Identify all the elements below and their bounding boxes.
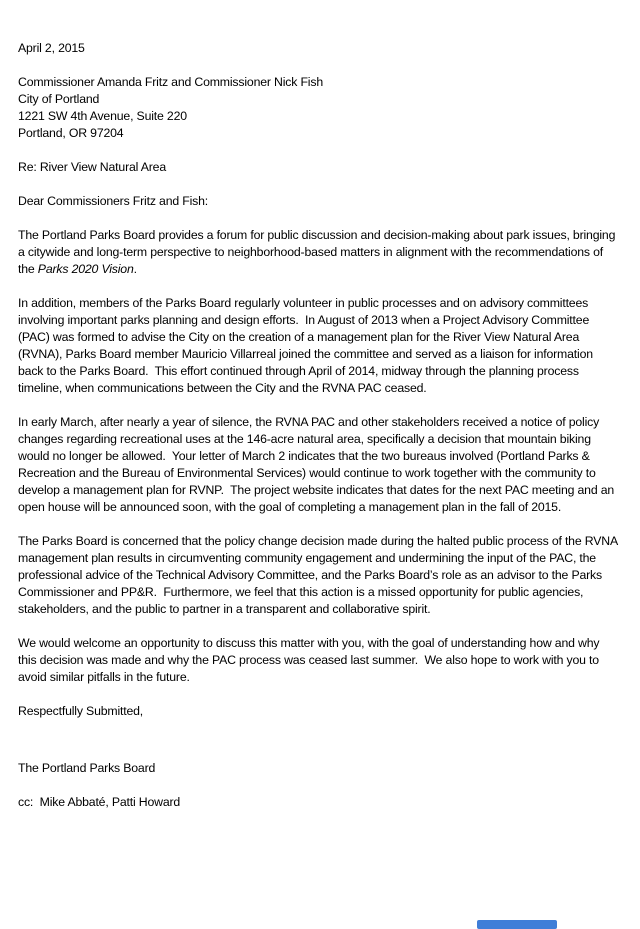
recipient-line-3: 1221 SW 4th Avenue, Suite 220 <box>18 109 187 123</box>
recipient-line-1: Commissioner Amanda Fritz and Commissioner Nick Fish <box>18 75 323 89</box>
recipient-address <box>18 74 619 142</box>
paragraph-5: We would welcome an opportunity to discuss this matter with you, with the goal of understanding how and why this decision was made and why the PAC process was ceased last summer. We also hope to work with you to avoid similar pitfalls in the future. <box>18 636 603 684</box>
signature: The Portland Parks Board <box>18 761 156 775</box>
subject-line: Re: River View Natural Area <box>18 160 167 174</box>
closing: Respectfully Submitted, <box>18 704 144 718</box>
parks-2020-vision-title: Parks 2020 Vision <box>37 262 134 276</box>
salutation: Dear Commissioners Fritz and Fish: <box>18 194 208 208</box>
paragraph-4: The Parks Board is concerned that the policy change decision made during the halted public process of the RVNA management plan results in circumventing community engagement and undermining the input of the PAC, the professional advice of the Technical Advisory Committee, and the Parks Board’s role as an advisor to the Parks Commissioner and PP&R. Furthermore, we feel that this action is a missed opportunity for public agencies, stakeholders, and the public to partner in a transparent and collaborative spirit. <box>18 534 621 616</box>
paragraph-1 <box>18 227 619 278</box>
paragraph-2: In addition, members of the Parks Board regularly volunteer in public processes and on advisory committees involving important parks planning and design efforts. In August of 2013 when a Project Advisory Committee (PAC) was formed to advise the City on the creation of a management plan for the River View Natural Area (RVNA), Parks Board member Mauricio Villarreal joined the committee and served as a liaison for information back to the Parks Board. This effort continued through April of 2014, midway through the planning process timeline, when communications between the City and the RVNA PAC ceased. <box>18 296 597 395</box>
cc-line: cc: Mike Abbaté, Patti Howard <box>18 795 181 809</box>
recipient-line-4: Portland, OR 97204 <box>18 126 124 140</box>
paragraph-1-text: The Portland Parks Board provides a forum for public discussion and decision-making about park issues, bringing a citywide and long-term perspective to neighborhood-based matters in alignment with the recommendations of the <box>18 228 619 276</box>
paragraph-3: In early March, after nearly a year of silence, the RVNA PAC and other stakeholders received a notice of policy changes regarding recreational uses at the 146-acre natural area, specifically a decision that mountain biking would no longer be allowed. Your letter of March 2 indicates that the two bureaus involved (Portland Parks & Recreation and the Bureau of Environmental Services) would continue to work together with the community to develop a management plan for RVNP. The project website indicates that dates for the next PAC meeting and an open house will be announced soon, with the goal of completing a management plan in the fall of 2015. <box>18 415 618 514</box>
recipient-line-2: City of Portland <box>18 92 100 106</box>
paragraph-1-period: . <box>133 262 137 276</box>
scrollbar-thumb[interactable] <box>477 920 557 929</box>
letter-document <box>18 40 619 828</box>
letter-date: April 2, 2015 <box>18 41 85 55</box>
